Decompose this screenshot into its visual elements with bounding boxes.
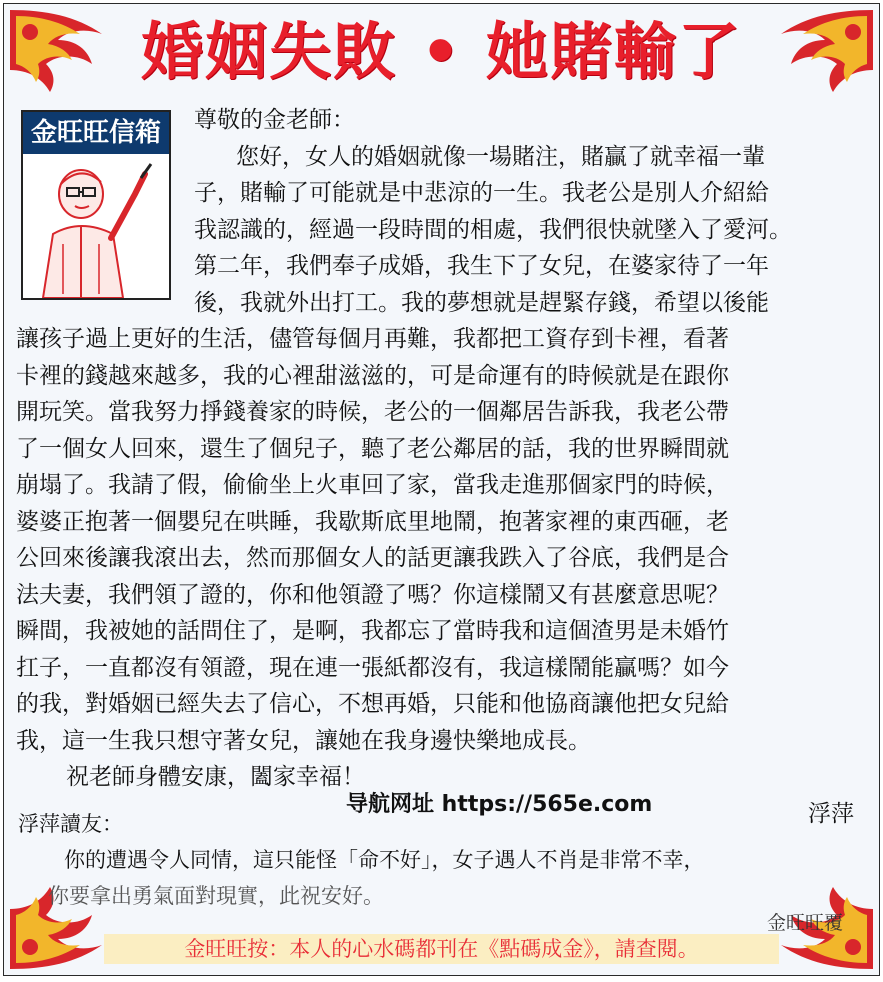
letter-line: 卡裡的錢越來越多，我的心裡甜滋滋的，可是命運有的時候就是在跟你 bbox=[16, 362, 729, 389]
reply-block bbox=[18, 806, 870, 914]
footer-note: 金旺旺按：本人的心水碼都刊在《點碼成金》，請查閱。 bbox=[104, 934, 779, 964]
letter-line: 我，這一生我只想守著女兒，讓她在我身邊快樂地成長。 bbox=[16, 727, 591, 754]
article-page bbox=[3, 3, 880, 976]
letter-line: 的我，對婚姻已經失去了信心，不想再婚，只能和他協商讓他把女兒給 bbox=[16, 691, 729, 717]
letter-closing: 祝老師身體安康，闔家幸福！ bbox=[66, 764, 365, 790]
column-name: 金旺旺信箱 bbox=[23, 112, 169, 154]
reply-line: 你要拿出勇氣面對現實，此祝安好。 bbox=[48, 884, 384, 908]
letter-line: 第二年，我們奉子成婚，我生下了女兒，在婆家待了一年 bbox=[194, 253, 769, 279]
letter-line: 婆婆正抱著一個嬰兒在哄睡，我歇斯底里地鬧，抱著家裡的東西砸，老 bbox=[16, 508, 729, 535]
letter-line: 公回來後讓我滾出去，然而那個女人的話更讓我跌入了谷底，我們是合 bbox=[16, 545, 729, 571]
letter-line: 我認識的，經過一段時間的相處，我們很快就墜入了愛河。 bbox=[194, 216, 792, 243]
letter-line: 後，我就外出打工。我的夢想就是趕緊存錢，希望以後能 bbox=[194, 289, 769, 316]
letter-line: 開玩笑。當我努力掙錢養家的時候，老公的一個鄰居告訴我，我老公帶 bbox=[16, 399, 729, 425]
reply-signature: 金旺旺覆 bbox=[766, 912, 843, 934]
letter-line: 扛子，一直都沒有領證，現在連一張紙都沒有，我這樣鬧能贏嗎？如今 bbox=[16, 654, 729, 681]
letter-line: 崩塌了。我請了假，偷偷坐上火車回了家，當我走進那個家門的時候， bbox=[16, 472, 729, 498]
reply-salutation: 浮萍讀友： bbox=[18, 812, 123, 836]
letter-line: 子，賭輸了可能就是中悲涼的一生。我老公是別人介紹給 bbox=[194, 180, 769, 206]
letter-salutation: 尊敬的金老師： bbox=[194, 107, 355, 133]
letter-line: 了一個女人回來，還生了個兒子，聽了老公鄰居的話，我的世界瞬間就 bbox=[16, 435, 729, 462]
letter-line: 讓孩子過上更好的生活，儘管每個月再難，我都把工資存到卡裡，看著 bbox=[16, 326, 729, 352]
letter-line: 您好，女人的婚姻就像一場賭注，賭贏了就幸福一輩 bbox=[236, 143, 765, 170]
letter-line: 法夫妻，我們領了證的，你和他領證了嗎？你這樣鬧又有甚麼意思呢？ bbox=[16, 581, 729, 608]
reply-line: 你的遭遇令人同情，這只能怪「命不好」，女子遇人不肖是非常不幸， bbox=[64, 848, 705, 872]
letter-line: 瞬間，我被她的話問住了，是啊，我都忘了當時我和這個渣男是未婚竹 bbox=[16, 618, 729, 644]
watermark-url: 导航网址 https://565e.com bbox=[346, 792, 653, 817]
letter-signature: 浮萍 bbox=[808, 800, 854, 827]
article-title: 婚姻失敗 • 她賭輸了 bbox=[141, 15, 742, 88]
letter-body bbox=[16, 102, 868, 832]
